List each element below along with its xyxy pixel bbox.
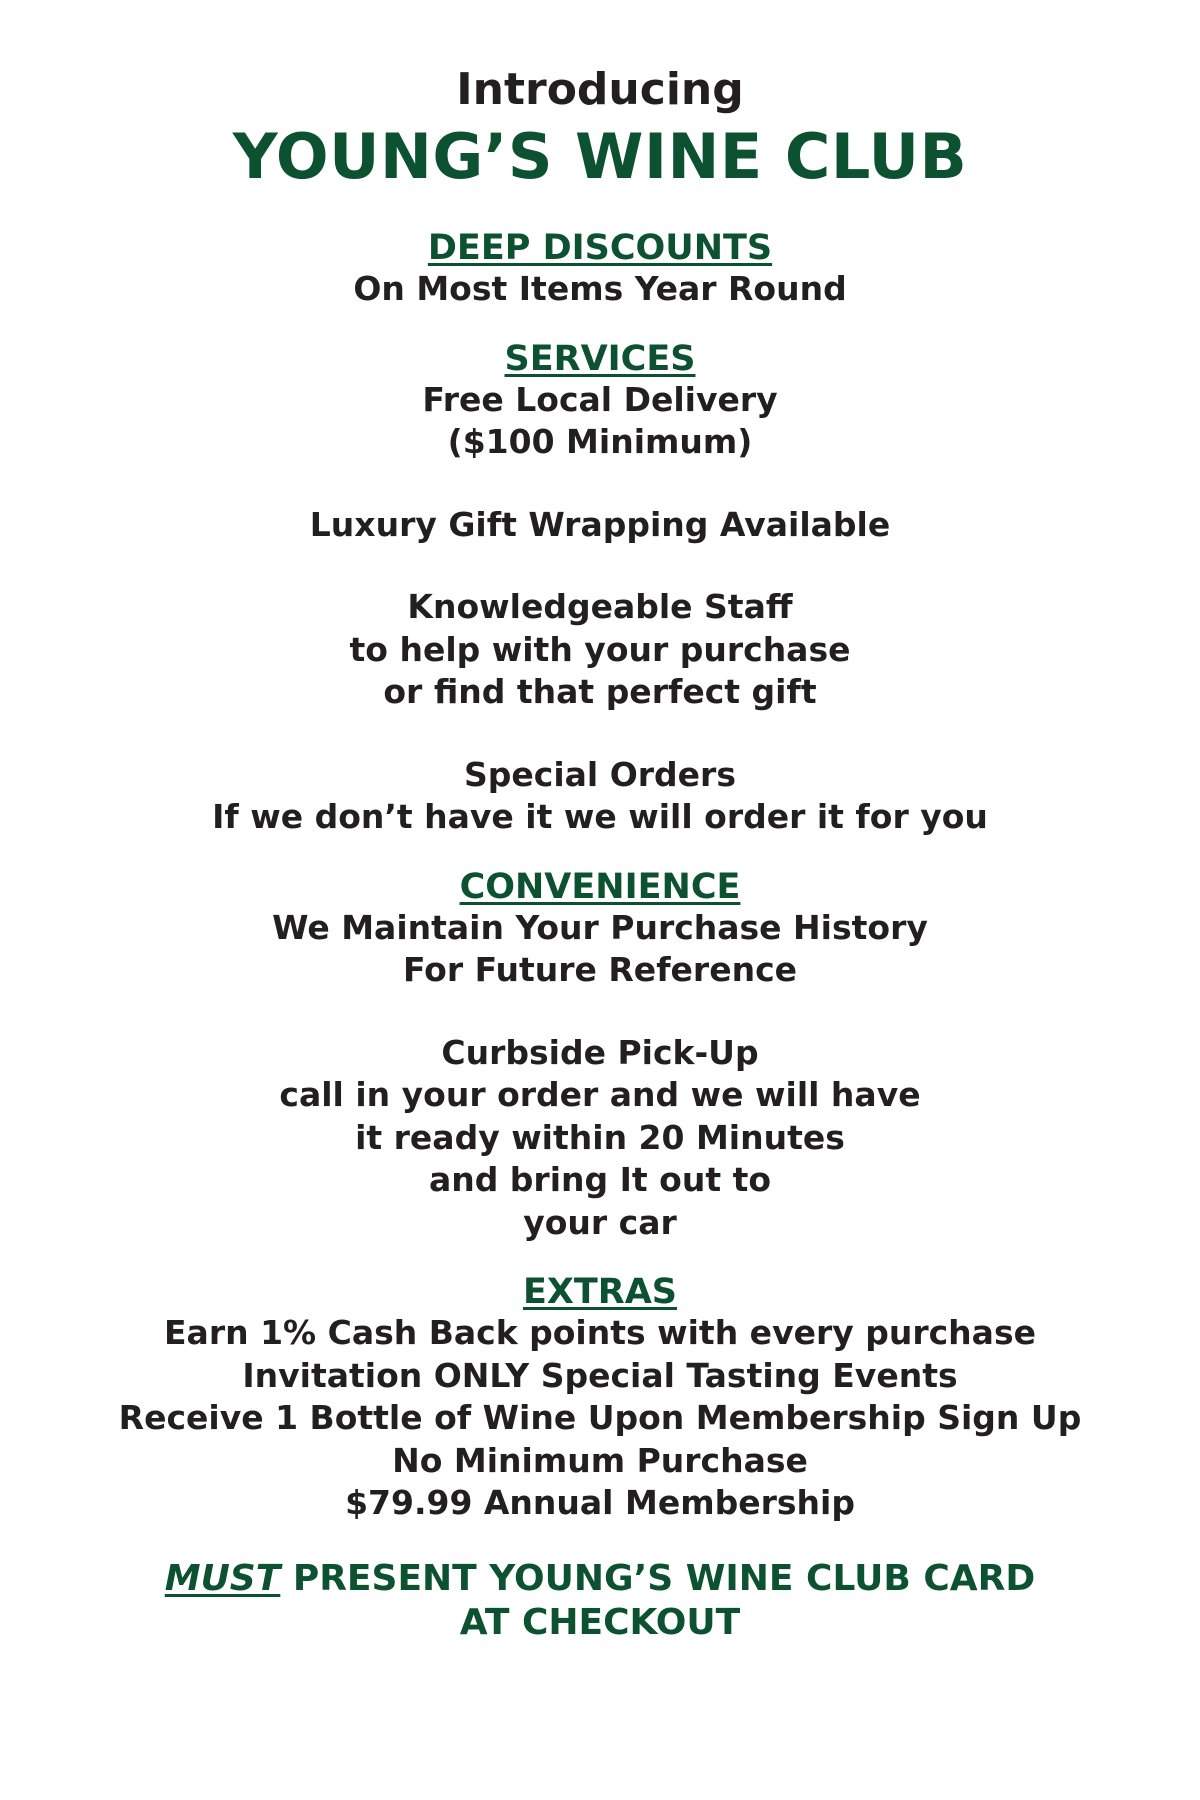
extras-line: Receive 1 Bottle of Wine Upon Membership Sign Up xyxy=(118,1398,1082,1437)
delivery-block xyxy=(0,379,1200,464)
staff-block xyxy=(0,586,1200,714)
curbside-line: it ready within 20 Minutes xyxy=(355,1117,845,1157)
extras-line: $79.99 Annual Membership xyxy=(345,1483,855,1522)
history-line: We Maintain Your Purchase History xyxy=(272,907,928,947)
curbside-line: and bring It out to xyxy=(428,1160,772,1199)
intro-text: Introducing xyxy=(456,64,744,115)
checkout-notice-line2: AT CHECKOUT xyxy=(459,1601,741,1643)
gift-wrap-line: Luxury Gift Wrapping Available xyxy=(309,504,891,544)
checkout-notice xyxy=(0,1557,1200,1645)
staff-line: Knowledgeable Staff xyxy=(407,587,793,626)
page-title: YOUNG’S WINE CLUB xyxy=(232,120,968,193)
checkout-notice-line1 xyxy=(0,1557,1200,1601)
discounts-heading: DEEP DISCOUNTS xyxy=(427,228,773,268)
convenience-section xyxy=(0,867,1200,1245)
discounts-line: On Most Items Year Round xyxy=(353,269,847,308)
extras-heading: EXTRAS xyxy=(522,1272,677,1312)
services-heading: SERVICES xyxy=(504,338,696,379)
delivery-minimum: ($100 Minimum) xyxy=(447,422,753,461)
special-orders-block xyxy=(0,754,1200,839)
curbside-line: Curbside Pick-Up xyxy=(441,1032,759,1072)
extras-line: Earn 1% Cash Back points with every purchase xyxy=(164,1313,1036,1352)
history-block xyxy=(0,907,1200,992)
extras-line: No Minimum Purchase xyxy=(392,1440,808,1480)
gift-wrap-block xyxy=(0,504,1200,547)
special-orders-line: Special Orders xyxy=(464,754,736,794)
extras-section xyxy=(0,1272,1200,1525)
curbside-line: your car xyxy=(523,1202,677,1242)
history-line: For Future Reference xyxy=(402,950,798,989)
delivery-line: Free Local Delivery xyxy=(422,379,778,419)
convenience-heading: CONVENIENCE xyxy=(459,866,741,907)
staff-line: or find that perfect gift xyxy=(383,672,817,711)
special-orders-line: If we don’t have it we will order it for you xyxy=(212,797,988,836)
discounts-section xyxy=(0,228,1200,311)
curbside-block xyxy=(0,1032,1200,1245)
must-emphasis: MUST xyxy=(164,1557,281,1599)
services-section xyxy=(0,339,1200,839)
extras-line: Invitation ONLY Special Tasting Events xyxy=(242,1355,958,1395)
curbside-line: call in your order and we will have xyxy=(279,1075,921,1114)
staff-line: to help with your purchase xyxy=(349,629,851,669)
checkout-notice-text: PRESENT YOUNG’S WINE CLUB CARD xyxy=(280,1557,1036,1599)
